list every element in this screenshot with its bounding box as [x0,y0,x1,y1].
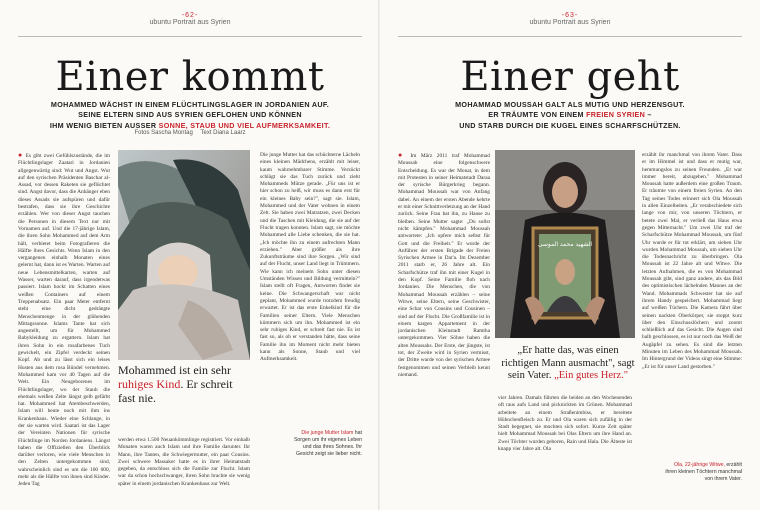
pullquote-left [118,363,250,405]
standfirst-right-line-1: MOHAMMAD MOUSSAH GALT ALS MUTIG UND HERZENSGUT. [455,100,685,109]
page-number-left: -62- [181,12,199,19]
header-rule-left [18,36,362,37]
standfirst-left [30,100,350,131]
photo-widow-with-portrait [495,150,635,338]
standfirst-right-line-2c: – [645,110,652,120]
pullquote-right-highlight: „Ein gutes Herz." [554,370,629,381]
article-column-1-right [398,152,490,504]
running-head-text-left: ubuntu Portrait aus Syrien [149,19,231,26]
photo-mother-and-baby-image [118,150,250,360]
caption-right-text: erzählt ihren kleinen Töchtern manchmal von ihrem Vater. [665,462,742,482]
article-column-2-left-bottom: werden etwa 1.500 Neuankömmlinge registriert. Vor einhalb Monaten waren auch Islam und ihre Familie darunter. Ihr Mann, ihre Tanten, die Schwiegermutter, ein paar Cousins. Zwei schwere Massaker hatte es in ihrer Heimatstadt gegeben, da entschloss sich die Familie zur Flucht. Islam war da schon hochschwanger, ihren Sohn brachte sie wenig später in einem jordanischen Krankenhaus zur Welt. [118,437,250,487]
standfirst-left-line-2: SEINE ELTERN SIND AUS SYRIEN GEFLOHEN UND KÖNNEN [78,110,302,120]
credits [0,130,380,136]
article-column-1-left [18,152,110,504]
pullquote-left-highlight: ruhiges Kind [118,377,181,391]
credit-photo: Fotos Sascha Montag [134,130,193,136]
standfirst-left-line-1: MOHAMMED WÄCHST IN EINEM FLÜCHTLINGSLAGER IN JORDANIEN AUF. [50,100,330,109]
pullquote-left-b: . Er schreit fast nie. [118,377,233,405]
pullquote-right-a: „Er hatte das, was einen richtigen Mann ausmacht", sagt sein Vater. [501,345,635,381]
article-column-3-right: erzählt ihr manchmal von ihrem Vater. Dass er im Himmel ist und dass er mutig war, hemmungslos zu seinen Freunden. „Er war immer bereit, abzugeben." Mohammad Moussah hatte außerdem eine großen Traum. Er träumte von einem freien Syrien. An den Tag seines Todes erinnert sich Ola Moussah in allen Einzelheiten. „Er verabschiedete sich lange von mir, von unseren Töchtern, er betete zwei Mal, er verließ das Haus etwa gegen Mitternacht." Um zwei Uhr traf der Scharfschütze Mohammad Moussah, um fünf Uhr wurde er für tot erklärt, um sieben Uhr wurden Mohammad Moussah, um sieben Uhr die Todesnachricht zu überbringen. Ola Moussah ist 22 Jahre alt und Witwe. Die letzten Aufnahmen, die es von Mohammad Moussah gibt, sind ganz andere, als das Bild des optimistischen lächelnden Mannes an der Wand. Mohammads Schwester hat sie auf ihrem Handy gespeichert. Mohammad liegt auf weißen Tüchern. Die Kamera fährt über seinen nackten Oberkörper, sie stoppt kurz über den Einschusslöchern und zoomt schließlich auf das Gesicht. Die Augen sind halb geschlossen, es ist nur noch das Weiß der Augäpfel zu sehen. Es sind die letzten Minuten im Leben des Mohammad Moussah. Im Hintergrund der Videos singt eine Stimme: „Er ist für unser Land gestorben." [642,152,742,370]
caption-left-text: hat Sorgen um ihr eigenes Leben und das ihres Sohnes. Ihr Gesicht zeigt sie lieber nicht. [293,430,362,457]
bullet-icon: ● [18,152,26,159]
credit-text: Text Diana Laarz [200,130,246,136]
standfirst-right [410,100,730,131]
header-rule-right [398,36,742,37]
portrait-sign-text: الشهيد محمد الموسى [537,241,593,248]
standfirst-right-line-2a: ER TRÄUMTE VON EINEM [488,110,584,120]
article-column-1-left-text: Es gibt zwei Gefühlszustände, die im Flüchtlingslager Zaatari in Jordanien allgegenwärtig sind: Wut und Angst. Wut auf den syrischen Präsidenten Baschar al-Assad, vor dessen Raketen sie geflüchtet sind. Angst davor, dass die Anhänger eben dieses Assads sie aufspüren und dafür bestrafen, dass sie ihre Geschichte erzählen. Wer von dieser Angst tauchen die Personen in diesem Text nur mit Vornamen auf. Und die 17-jährige Islam, die ihren Sohn Mohammed auf dem Arm hält, verbietet beim Fotografieren die Hälfte ihres Gesichts. Wenn Islam in den vergangenen einhalb Monaten eines gelernt hat, dann ist es Warten. Warten auf neue Lebensmittelkarten, warten auf Wasser, warten darauf, dass irgendetwas passiert. Islam hockt im Schatten eines weißen Containers auf einem Treppenabsatz. Ein paar Meter entfernt steht eine dicht gedrängte Menschenmenge in der glühenden Mittagssonne. Islams Tante hat sich angestellt, um für Mohammed Babykleidung zu ergattern. Islam hat ihren Sohn in ein rosafarbenes Tuch gewickelt, ein Zipfel verdeckt seinen Kopf. Ab und zu lässt sich ein leises Husten aus dem rosa Bündel vernehmen. Mohammed kam vor 40 Tagen auf die Welt. Ein Neugeborenes im Flüchtlingslager, wo der Staub die ehemals weißen Zelte längst gelb gefärbt hat. Mohammed hat Atembeschwerden, Islam will heute noch mit ihm ins Krankenhaus. Wieder eine Schlange, in der sie warten wird. Saatari ist das Lager der Vereinten Nationen für syrische Flüchtlinge im Norden Jordaniens. Längst haben die Offiziellen den Überblick darüber verloren, wie viele Menschen in den Zelten untergekommen sind, wahrscheinlich sind es um die 100 000, mehr als die Hälfte von ihnen sind Kinder. Jeden Tag [18,153,110,488]
bullet-icon-right: ● [398,152,411,159]
caption-left [290,430,362,458]
headline-left: Einer kommt [55,54,325,100]
article-column-2-right-bottom: vier Jahren. Damals führten die beiden an den Wochenenden oft raus aufs Land und picknickten im Grünen. Mohammad arbeitete an einem Straßenimbiss, er bereitete Hühnchenfleisch zu. Er und Ola waren sich zufällig in der Stadt begegnet, sie mochten sich sofort. Kurze Zeit später hielt Mohammad Moussah bei Olas Eltern um ihre Hand an. Zwei Töchter wurden geboren, Rain und Hala. Die Älteste ist knapp vier Jahre alt. Ola [498,395,632,453]
caption-right-highlight: Ola, 22-jährige Witwe, [673,462,725,468]
running-head-left [130,12,250,26]
caption-right [662,462,742,483]
standfirst-right-line-3: UND STARB DURCH DIE KUGEL EINES SCHARFSCHÜTZEN. [459,120,681,130]
article-column-1-right-text: Im März 2011 traf Mohammad Moussah eine folgenschwere Entscheidung. Es war der Monat, in dem mit Protesten in seiner Heimatstadt Daraa der syrische Bürgerkrieg begann. Mohammad Moussah war von Anfang dabei. An einem der ersten Abende kehrte er mit einer Schnittverletzung an der Hand zurück. Seine Frau bat ihn, zu Hause zu bleiben. Seine Mutter sagte: „Du sollst nicht kämpfen." Mohammad Moussah antwortete: „Ich opfere mich selbst für Gott und die Freiheit." Er wurde der Anführer der ersten Brigade der Freien Syrischen Armee in Dar'a. Im Dezember 2011 starb er, 26 Jahre alt. Ein Scharfschütze traf ihn mit einer Kugel in den Kopf. Seine Familie floh nach Jordanien. Die Menschen, die von Mohammad Moussah erzählen – seine Witwe, seine Eltern, seine Geschwister, eine Schar von Cousins und Cousinen – sind auf der Flucht. Die Großfamilie ist in einem kargen Appartement in der jordanischen Kleinstadt Ramtha untergekommen. Vier Söhne haben die alten Moussahs. Der Erste, der jüngste, ist tot, der Zweite wird in Syrien vermisst, der Dritte wurde von der syrischen Armee festgenommen und seinen Verbleib kennt niemand. [398,153,490,378]
running-head-right [510,12,630,26]
pullquote-left-a: Mohammed ist ein sehr [118,363,231,377]
standfirst-left-line-3a: IHM WENIG BIETEN AUSSER [49,120,157,130]
photo-widow-with-portrait-image [495,150,635,338]
standfirst-right-line-2 [410,110,730,120]
photo-mother-and-baby [118,150,250,360]
standfirst-right-highlight: FREIEN SYRIEN [586,110,646,120]
pullquote-right [498,345,638,383]
headline-right: Einer geht [460,54,680,100]
page-number-right: -63- [561,12,579,19]
article-column-3-left: Die junge Mutter hat das schüchterne Lächeln eines kleinen Mädchens, erzählt mit leiser, kaum wahrnehmbarer Stimme. Verzückt schlägt sie das Tuch zurück und zieht Mohammeds Mütze gerade. „Für uns ist er hier schon zu heiß, wir muss es dann erst für ein kleines Baby sein?", sagt sie. Islam, Mohammed und der Vater wohnen in einem Zelt. Sie haben zwei Matratzen, zwei Decken und die Taschen mit Kleidung, die sie auf der Flucht tragen konnten. Islam sagt, sie möchte Mohammed alle Liebe schenken, die sie hat. „Ich möchte ihn zu einem aufrechten Mann erziehen." Aber größer als ihre Zukunftsträume sind ihre Sorgen. „Wir sind auf der Flucht, unser Land liegt in Trümmern. Wie kann ich meinem Sohn unter diesen Umständen Wissen und Bildung vermitteln?" Islam stellt oft Fragen, Antworten findet sie keine. Die Schwangerschaft war nicht geplant, Mohammed wurde trotzdem freudig erwartet. Er ist das erste Enkelkind für die Familien seiner Eltern. Viele Menschen kümmern sich um ihn. Mohammed ist ein sehr ruhiges Kind, er schreit fast nie. Es ist fast so, als ob er verstanden hätte, dass seine Familie ihn im Moment nicht mehr bieten kann als Sonne, Staub und viel Aufmerksamkeit. [260,152,360,363]
standfirst-left-highlight: SONNE, STAUB UND VIEL AUFMERKSAMKEIT. [158,120,331,130]
right-page [380,0,760,510]
caption-left-highlight: Die junge Mutter Islam [301,430,354,436]
running-head-text-right: ubuntu Portrait aus Syrien [529,19,611,26]
